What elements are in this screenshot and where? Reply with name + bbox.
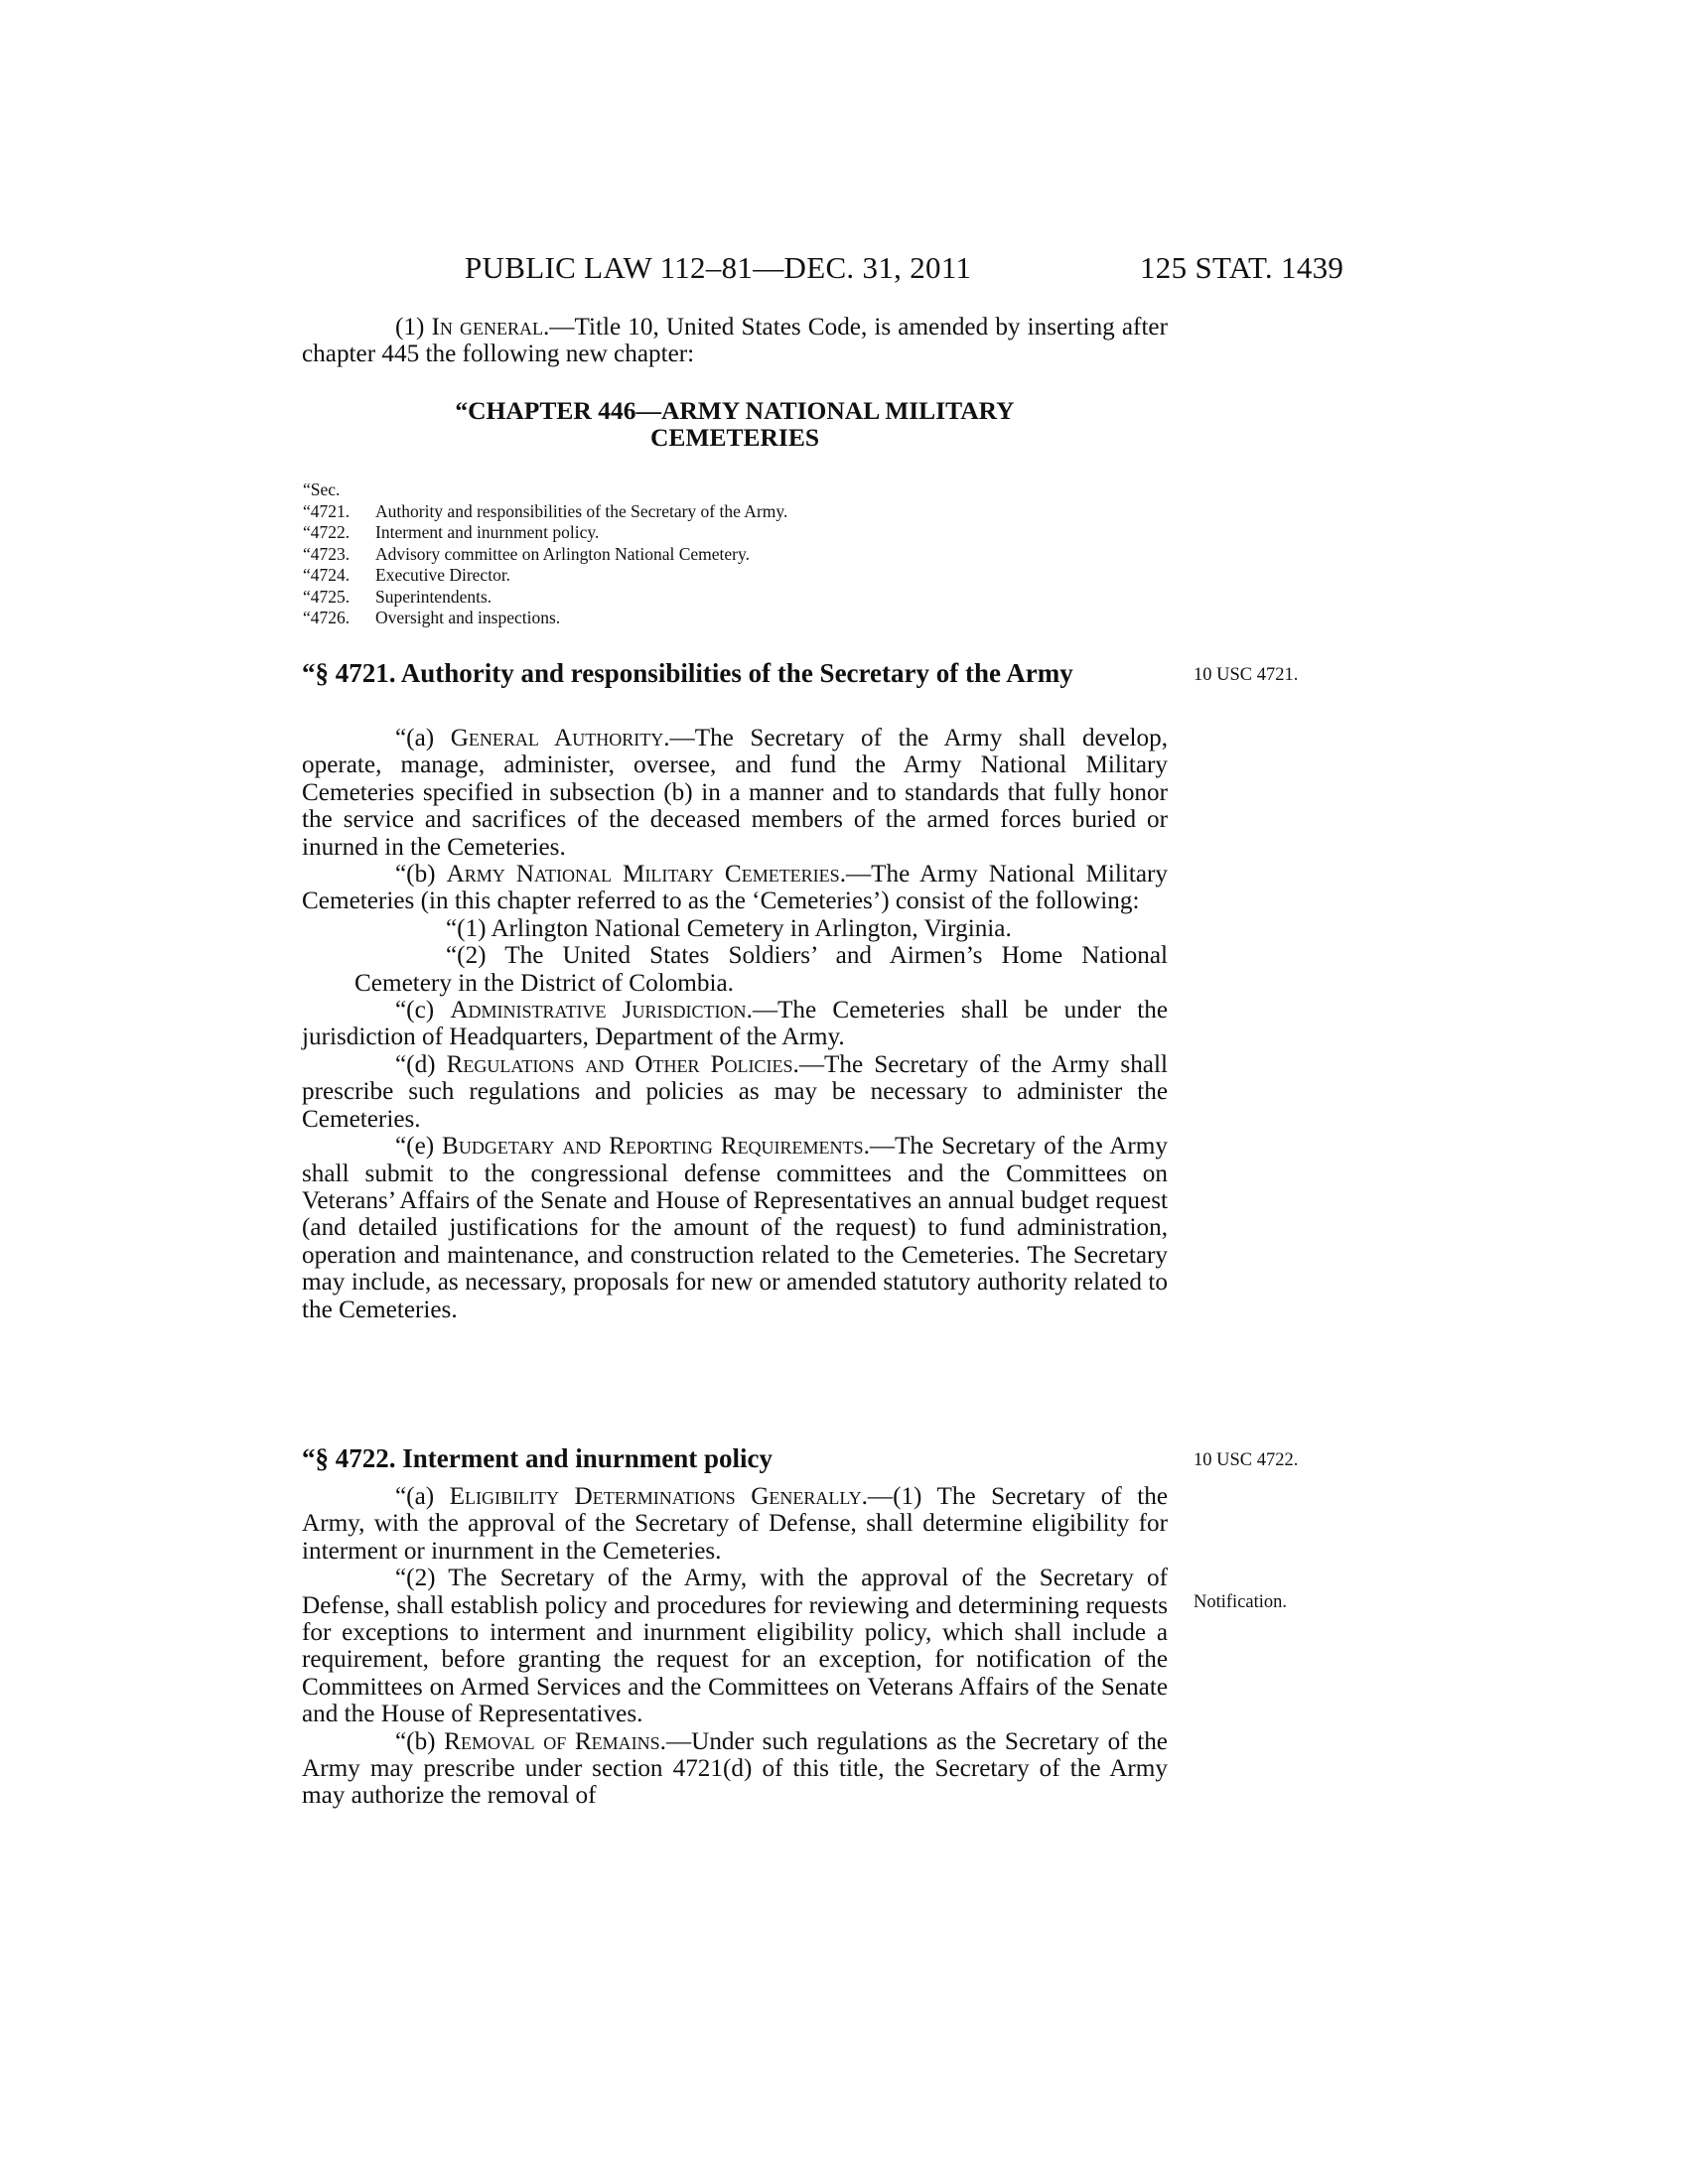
subsection-lead: “(b)	[395, 861, 447, 888]
intro-lead: (1)	[395, 314, 432, 341]
subsection-text: .—The Secretary of the Army shall submit to the congressional defense committees and the Committees on Veterans’ Affairs of the Senate and House of Representatives an annual budget request (and detailed justifications for the amount of the request) to fund administration, operation and maintenance, and construction related to the Cemeteries. The Secretary may include, as necessary, proposals for new or amended statutory authority related to the Cemeteries.	[302, 1133, 1168, 1323]
toc-item-title: Interment and inurnment policy.	[375, 522, 600, 542]
subsection-text: .—The Army National Military Cemeteries (in this chapter referred to as the ‘Cemeteries’) consist of the following:	[302, 861, 1168, 915]
header-stat-page: 125 STAT. 1439	[1140, 250, 1344, 285]
chapter-title-line-1: “CHAPTER 446—ARMY NATIONAL MILITARY	[455, 396, 1015, 425]
subsection-caption: Regulations and Other Policies	[446, 1050, 793, 1078]
subsection-lead: “(a)	[395, 725, 451, 751]
toc-item	[303, 565, 787, 587]
toc-item-number: “4722.	[303, 522, 351, 542]
toc-item-number: “4724.	[303, 565, 351, 585]
section-4722-heading: “§ 4722. Interment and inurnment policy	[302, 1443, 774, 1473]
toc-item-number: “4723.	[303, 543, 351, 564]
toc-item	[303, 544, 787, 566]
subsection-text: .—(1) The Secretary of the Army, with the approval of the Secretary of Defense, shall determine eligibility for interment or inurnment in the Cemeteries.	[302, 1483, 1169, 1565]
subsection-lead: “(e)	[395, 1133, 443, 1160]
subsection-lead: “(c)	[395, 997, 451, 1024]
toc-item-title: Superintendents.	[375, 586, 492, 607]
subsection-caption: General Authority	[450, 725, 664, 751]
toc-item-number: “4725.	[303, 586, 351, 607]
subsection-lead: “(b)	[395, 1727, 445, 1755]
subsection-caption: Administrative Jurisdiction	[450, 997, 747, 1024]
toc-item	[303, 587, 787, 609]
subsection-c-jurisdiction	[302, 997, 1168, 1051]
subsection-b-removal	[302, 1728, 1168, 1810]
intro-paragraph	[302, 314, 1168, 368]
section-4722-margin-note: 10 USC 4722.	[1194, 1450, 1299, 1470]
section-4721-body	[302, 725, 1168, 1323]
toc-item-number: “4726.	[303, 608, 351, 627]
subsection-caption: Budgetary and Reporting Requirements	[442, 1133, 864, 1160]
intro-text: .—Title 10, United States Code, is amended by inserting after chapter 445 the following new chapter:	[302, 314, 1169, 368]
subsection-text: .—Under such regulations as the Secretary of the Army may prescribe under section 4721(d) of this title, the Secretary of the Army may authorize the removal of	[302, 1727, 1168, 1810]
subsection-text: .—The Secretary of the Army shall prescribe such regulations and policies as may be necessary to administer the Cemeteries.	[302, 1050, 1168, 1133]
toc-item	[303, 501, 787, 523]
subsection-caption: Removal of Remains	[444, 1727, 660, 1755]
header-public-law: PUBLIC LAW 112–81—DEC. 31, 2011	[465, 250, 972, 285]
toc-item-title: Authority and responsibilities of the Secretary of the Army.	[375, 500, 788, 521]
subsection-lead: “(d)	[395, 1050, 447, 1078]
running-header	[0, 250, 1688, 290]
toc-item-number: “4721.	[303, 500, 351, 521]
subsection-e-budgetary	[302, 1133, 1168, 1323]
section-4722-body	[302, 1483, 1168, 1810]
subsection-text: .—The Cemeteries shall be under the jurisdiction of Headquarters, Department of the Army.	[302, 997, 1169, 1051]
chapter-title-line-2: CEMETERIES	[649, 423, 820, 452]
section-table-of-contents	[303, 479, 787, 629]
toc-item-title: Advisory committee on Arlington National Cemetery.	[375, 543, 750, 564]
chapter-title	[302, 397, 1168, 451]
toc-sec-label: “Sec.	[303, 479, 341, 499]
toc-item	[303, 608, 787, 629]
subsection-a-general-authority	[302, 725, 1168, 861]
subsection-a-eligibility	[302, 1483, 1168, 1565]
subsection-lead: “(a)	[395, 1483, 450, 1510]
subsection-d-regulations	[302, 1051, 1168, 1133]
subsection-caption: Eligibility Determinations Generally	[449, 1483, 862, 1510]
notification-margin-note: Notification.	[1194, 1592, 1288, 1612]
section-4721-heading: “§ 4721. Authority and responsibilities of the Secretary of the Army	[302, 658, 1073, 688]
toc-item	[303, 522, 787, 544]
paragraph-a2-exceptions: “(2) The Secretary of the Army, with the approval of the Secretary of Defense, shall establish policy and procedures for reviewing and determining requests for exceptions to interment and inurnment eligibility policy, which shall include a requirement, before granting the request for an exception, for notification of the Committees on Armed Services and the Committees on Veterans Affairs of the Senate and the House of Representatives.	[302, 1565, 1168, 1728]
intro-caption: In general	[431, 314, 543, 341]
section-4721-margin-note: 10 USC 4721.	[1194, 665, 1299, 685]
toc-item-title: Executive Director.	[375, 565, 511, 585]
subsection-caption: Army National Military Cemeteries	[446, 861, 840, 888]
paragraph-b2-soldiers-home: “(2) The United States Soldiers’ and Airmen’s Home National Cemetery in the District of Colombia.	[354, 942, 1168, 997]
toc-item-title: Oversight and inspections.	[375, 608, 561, 627]
subsection-b-cemeteries	[302, 861, 1168, 915]
paragraph-b1-arlington: “(1) Arlington National Cemetery in Arlington, Virginia.	[446, 914, 1012, 942]
subsection-text: .—The Secretary of the Army shall develop, operate, manage, administer, oversee, and fund the Army National Military Cemeteries specified in subsection (b) in a manner and to standards that fully honor the service and sacrifices of the deceased members of the armed forces buried or inurned in the Cemeteries.	[302, 725, 1168, 861]
